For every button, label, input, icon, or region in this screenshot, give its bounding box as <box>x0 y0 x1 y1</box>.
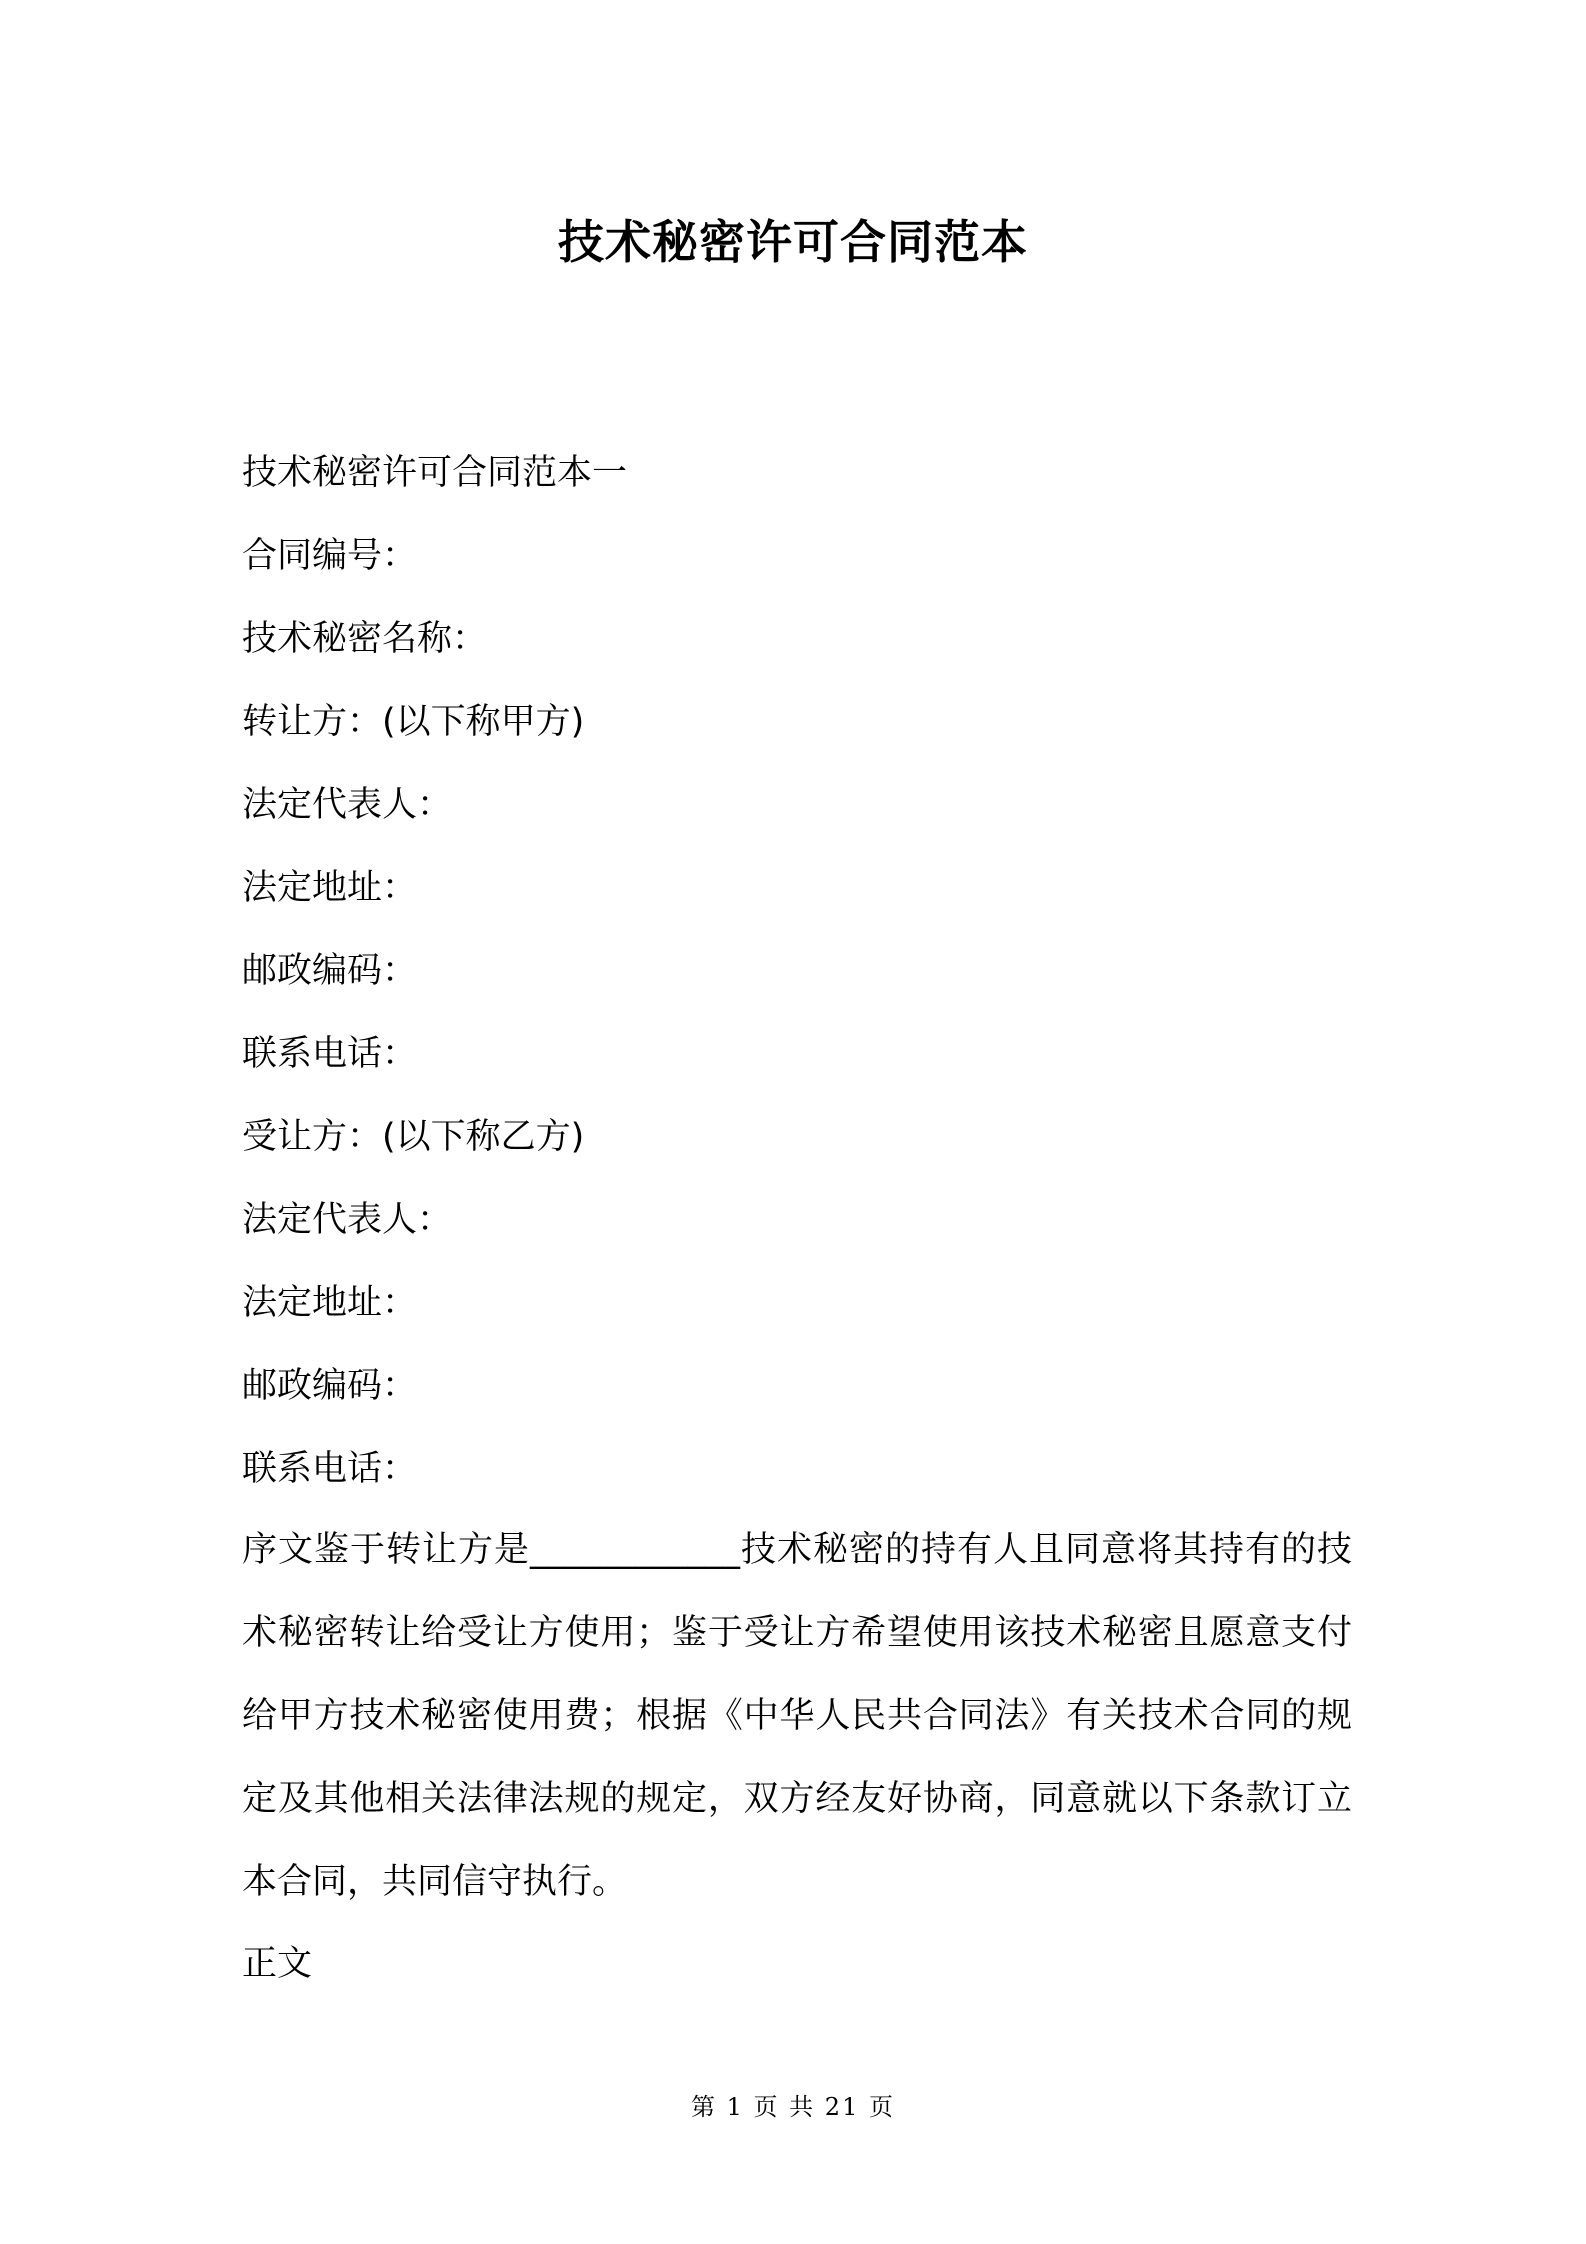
page-footer: 第 1 页 共 21 页 <box>691 2093 895 2121</box>
section-heading: 正文 <box>242 1944 313 1984</box>
contract-number-field: 合同编号： <box>242 536 418 576</box>
party-a-phone-field: 联系电话： <box>242 1034 418 1074</box>
party-a-representative-field: 法定代表人： <box>242 785 453 825</box>
party-b-postcode-field: 邮政编码： <box>242 1366 418 1406</box>
party-a-postcode-field: 邮政编码： <box>242 951 418 991</box>
subtitle-line: 技术秘密许可合同范本一 <box>242 453 628 493</box>
party-a-address-field: 法定地址： <box>242 868 418 908</box>
document-title: 技术秘密许可合同范本 <box>558 215 1028 269</box>
transferor-field: 转让方：(以下称甲方) <box>242 702 585 742</box>
party-b-representative-field: 法定代表人： <box>242 1200 453 1240</box>
transferee-field: 受让方：(以下称乙方) <box>242 1117 585 1157</box>
party-b-address-field: 法定地址： <box>242 1283 418 1323</box>
preamble-paragraph: 序文鉴于转让方是____________技术秘密的持有人且同意将其持有的技术秘密转让给受让方使用；鉴于受让方希望使用该技术秘密且愿意支付给甲方技术秘密使用费；根据《中华人民共合同法》有关技术合同的规定及其他相关法律法规的规定，双方经友好协商，同意就以下条款订立本合同，共同信守执行。 <box>242 1530 1352 1902</box>
secret-name-field: 技术秘密名称： <box>242 619 488 659</box>
party-b-phone-field: 联系电话： <box>242 1449 418 1489</box>
preamble-block <box>242 1509 1352 1924</box>
document-body <box>242 450 1352 1987</box>
